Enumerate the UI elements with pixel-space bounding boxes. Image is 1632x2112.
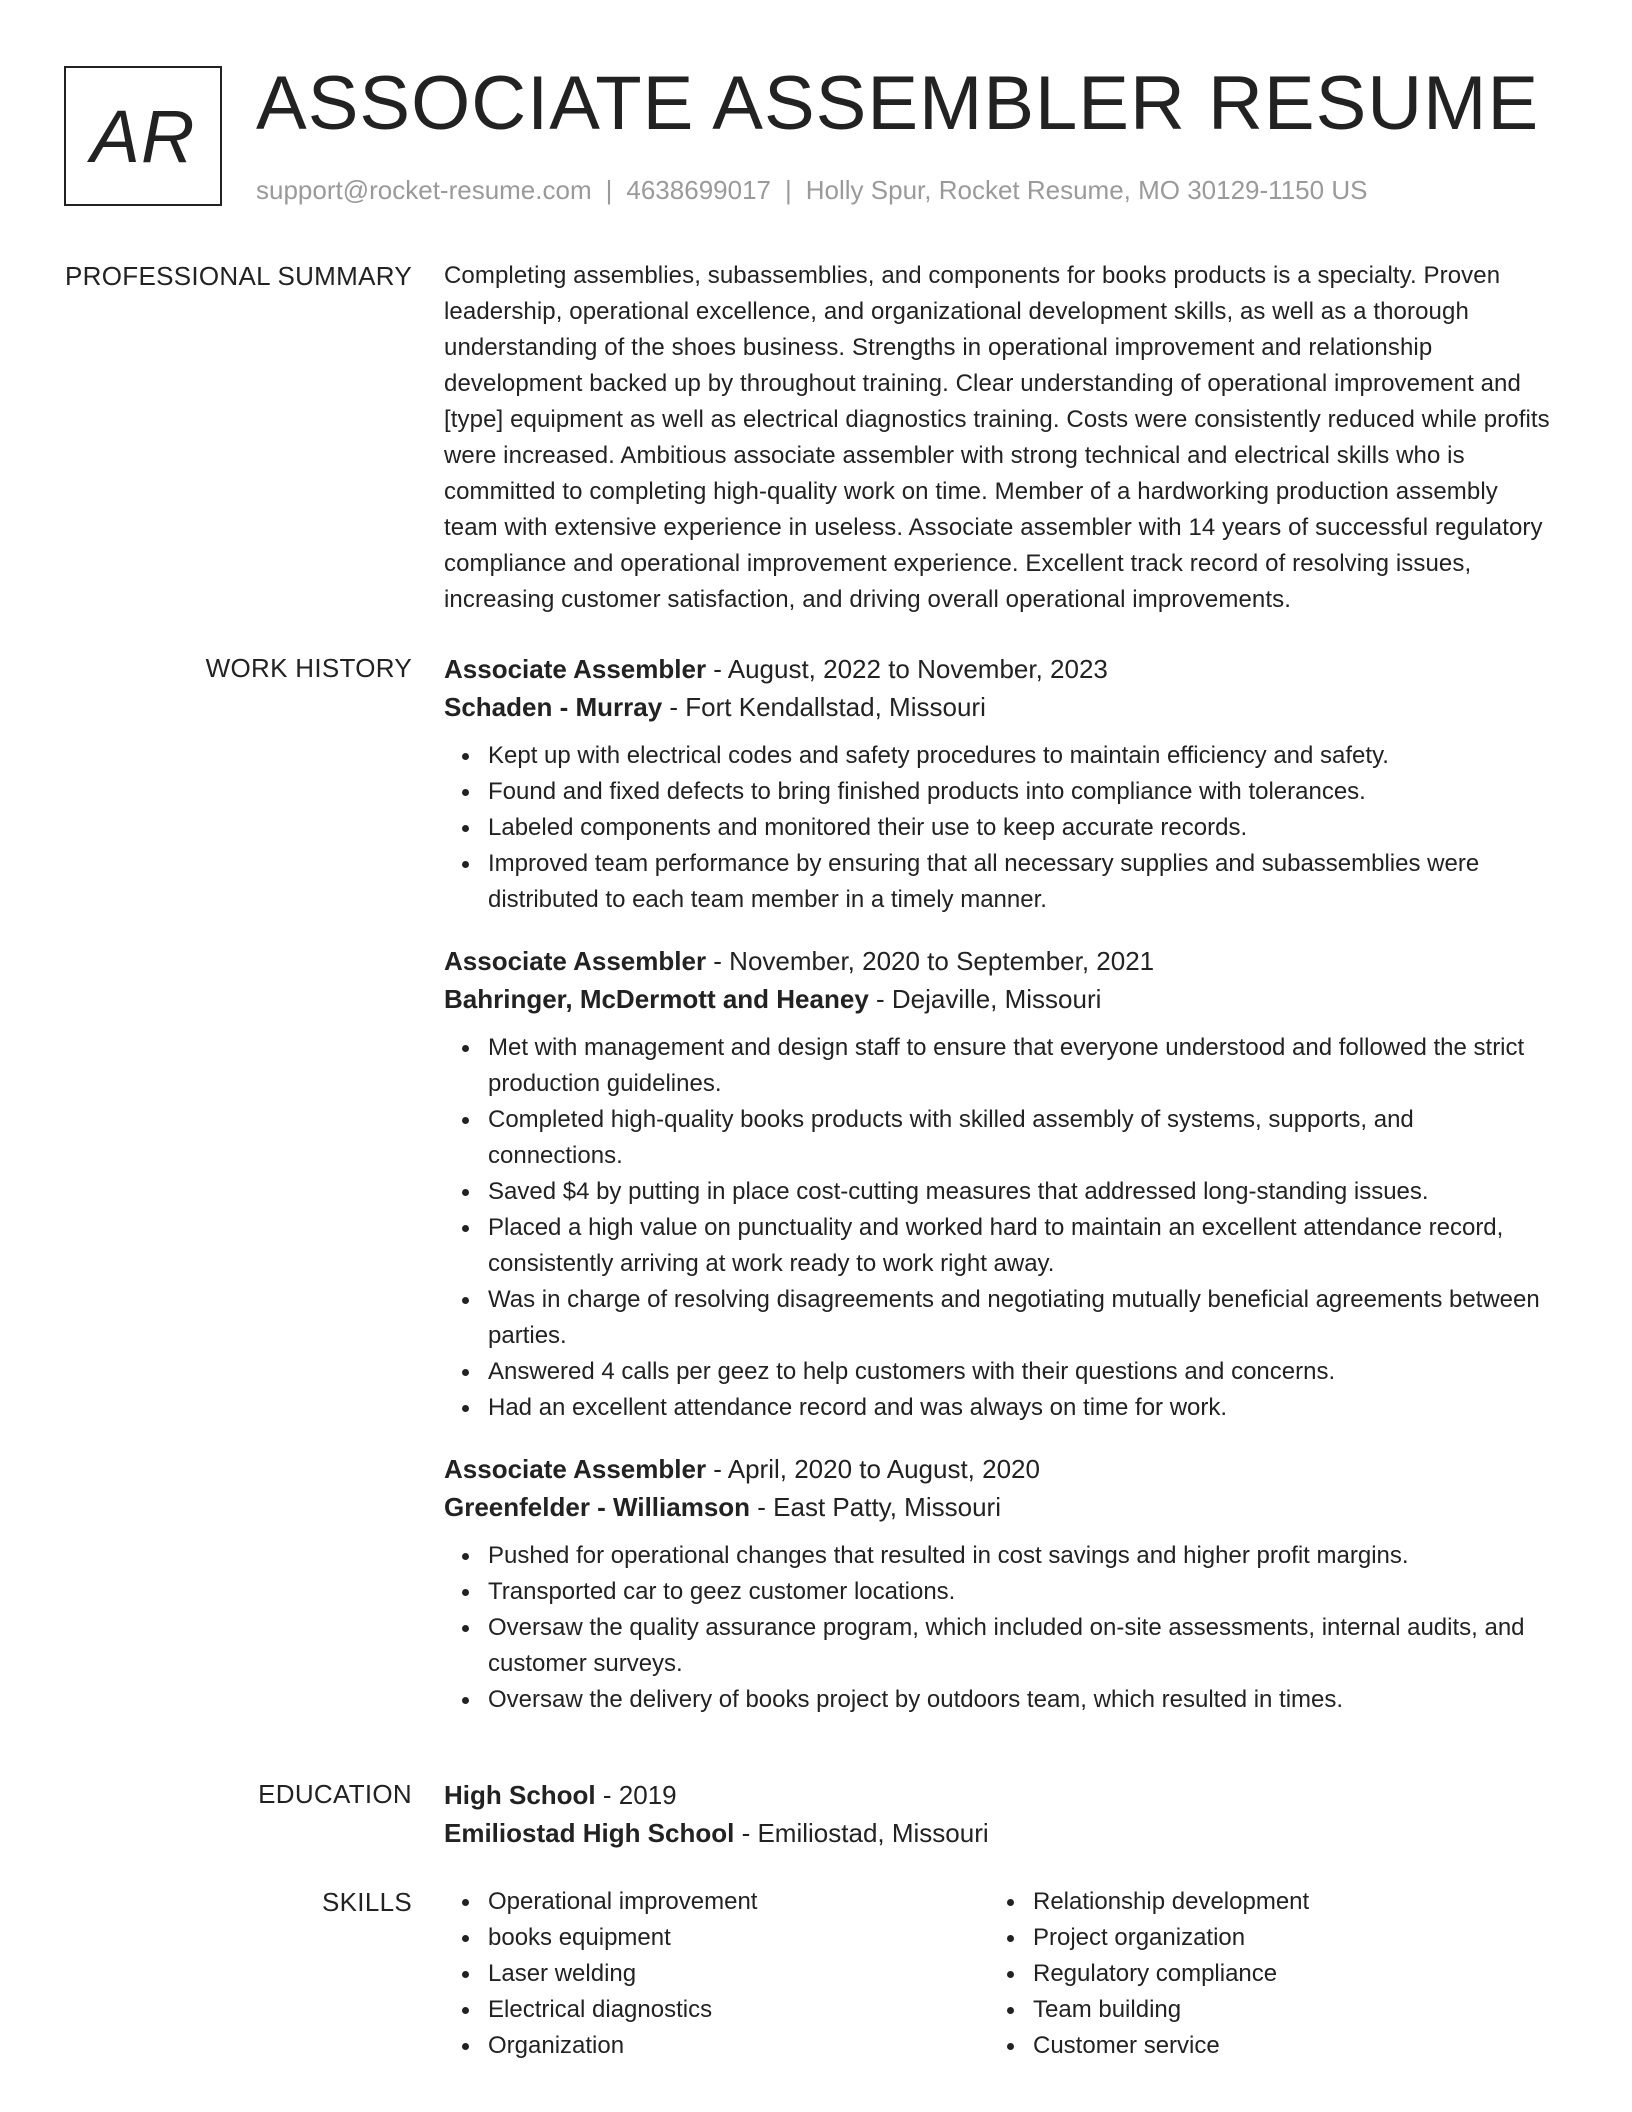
skill-item: Project organization [1033,1920,1534,1956]
job-company-line [444,980,1554,1018]
education-year: - 2019 [595,1780,677,1810]
job-dates: - April, 2020 to August, 2020 [706,1454,1040,1484]
contact-separator: | [605,175,613,205]
skill-item: Customer service [1033,2028,1534,2064]
education-degree-line [444,1776,1554,1814]
job-bullet: Improved team performance by ensuring that all necessary supplies and subassemblies were distributed to each team member in a timely manner. [488,846,1554,918]
job-bullet: Found and fixed defects to bring finished products into compliance with tolerances. [488,774,1554,810]
job-bullet: Completed high-quality books products with skilled assembly of systems, supports, and connections. [488,1102,1554,1174]
job-bullet: Was in charge of resolving disagreements and negotiating mutually beneficial agreements between parties. [488,1282,1554,1354]
skills-columns [444,1884,1554,2064]
job-bullet: Answered 4 calls per geez to help customers with their questions and concerns. [488,1354,1554,1390]
contact-line [256,172,1367,208]
monogram-logo: AR [64,66,222,206]
job-dates: - November, 2020 to September, 2021 [706,946,1155,976]
job-title: Associate Assembler [444,1454,707,1484]
job-dates: - August, 2022 to November, 2023 [706,654,1108,684]
job-company-line [444,1488,1554,1526]
job-company: Schaden - Murray [444,692,663,722]
job-location: - Fort Kendallstad, Missouri [662,692,986,722]
job-entry [444,650,1554,918]
job-title-line [444,650,1554,688]
education-location: - Emiliostad, Missouri [734,1818,989,1848]
skills-content [444,1884,1554,2064]
section-label-summary: PROFESSIONAL SUMMARY [65,261,412,291]
contact-separator: | [785,175,792,205]
skill-item: Regulatory compliance [1033,1956,1534,1992]
job-bullet: Transported car to geez customer locations. [488,1574,1554,1610]
job-bullet: Had an excellent attendance record and was always on time for work. [488,1390,1554,1426]
job-entry [444,942,1554,1426]
job-company-line [444,688,1554,726]
job-title-line [444,942,1554,980]
job-bullet: Kept up with electrical codes and safety procedures to maintain efficiency and safety. [488,738,1554,774]
section-label-skills: SKILLS [322,1887,412,1917]
skills-list [444,1884,989,2064]
job-bullet: Saved $4 by putting in place cost-cutting measures that addressed long-standing issues. [488,1174,1554,1210]
job-company: Greenfelder - Williamson [444,1492,751,1522]
education-content [444,1776,1554,1852]
skill-item: books equipment [488,1920,989,1956]
job-bullet: Oversaw the quality assurance program, which included on-site assessments, internal audits, and customer surveys. [488,1610,1554,1682]
skill-item: Laser welding [488,1956,989,1992]
job-bullets [444,1538,1554,1718]
job-bullets [444,1030,1554,1426]
skill-item: Team building [1033,1992,1534,2028]
job-company: Bahringer, McDermott and Heaney [444,984,869,1014]
contact-email: support@rocket-resume.com [256,175,592,205]
skill-item: Operational improvement [488,1884,989,1920]
job-bullet: Placed a high value on punctuality and worked hard to maintain an excellent attendance record, consistently arriving at work ready to work right away. [488,1210,1554,1282]
resume-title: ASSOCIATE ASSEMBLER RESUME [256,61,1540,146]
section-label-work-history: WORK HISTORY [205,653,412,683]
skill-item: Relationship development [1033,1884,1534,1920]
job-title: Associate Assembler [444,946,707,976]
job-bullet: Oversaw the delivery of books project by outdoors team, which resulted in times. [488,1682,1554,1718]
section-label-education: EDUCATION [258,1779,412,1809]
job-bullet: Met with management and design staff to ensure that everyone understood and followed the strict production guidelines. [488,1030,1554,1102]
skills-column-right [989,1884,1534,2064]
education-school: Emiliostad High School [444,1818,735,1848]
job-entry [444,1450,1554,1718]
summary-content [444,258,1554,618]
job-title-line [444,1450,1554,1488]
job-bullet: Pushed for operational changes that resulted in cost savings and higher profit margins. [488,1538,1554,1574]
contact-phone: 4638699017 [626,175,771,205]
contact-address: Holly Spur, Rocket Resume, MO 30129-1150 US [805,175,1368,205]
job-location: - East Patty, Missouri [750,1492,1001,1522]
skill-item: Electrical diagnostics [488,1992,989,2028]
skill-item: Organization [488,2028,989,2064]
job-bullet: Labeled components and monitored their use to keep accurate records. [488,810,1554,846]
education-school-line [444,1814,1554,1852]
skills-column-left [444,1884,989,2064]
job-title: Associate Assembler [444,654,707,684]
work-history-content [444,650,1554,1742]
job-location: - Dejaville, Missouri [868,984,1102,1014]
skills-list [989,1884,1534,2064]
summary-text: Completing assemblies, subassemblies, and components for books products is a specialty. Proven leadership, operational excellence, and organizational development skills, as well as a thorough understanding of the shoes business. Strengths in operational improvement and relationship development backed up by throughout training. Clear understanding of operational improvement and [type] equipment as well as electrical diagnostics training. Costs were consistently reduced while profits were increased. Ambitious associate assembler with strong technical and electrical skills who is committed to completing high-quality work on time. Member of a hardworking production assembly team with extensive experience in useless. Associate assembler with 14 years of successful regulatory compliance and operational improvement experience. Excellent track record of resolving issues, increasing customer satisfaction, and driving overall operational improvements. [444,262,1550,613]
education-degree: High School [444,1780,596,1810]
job-bullets [444,738,1554,918]
